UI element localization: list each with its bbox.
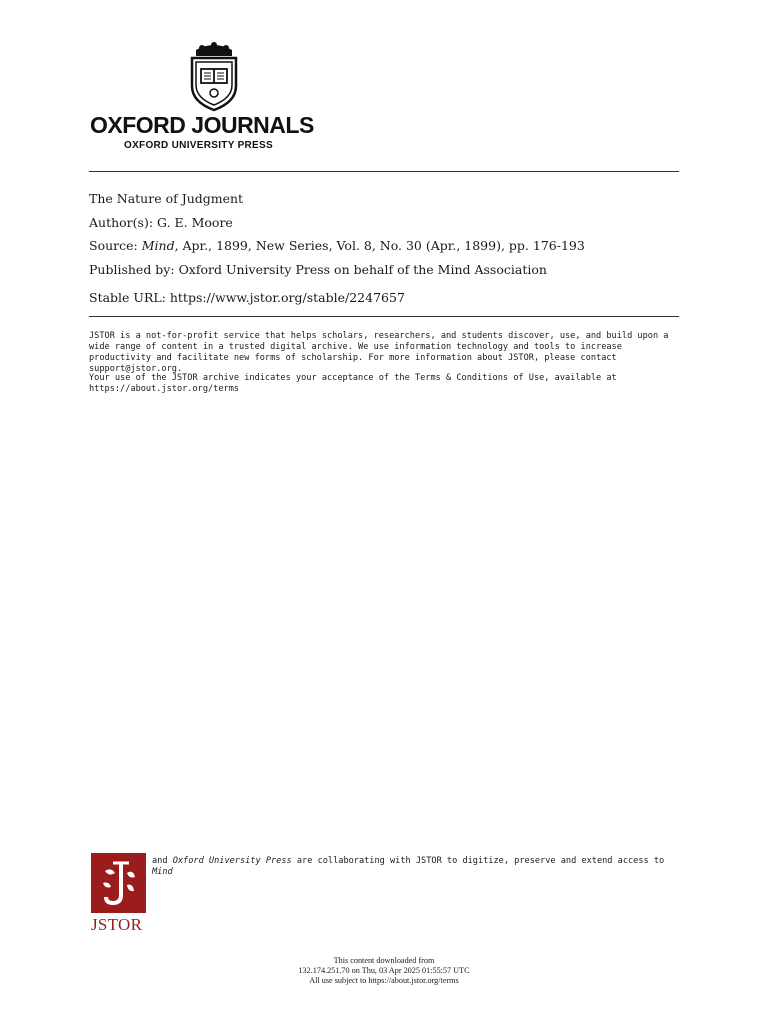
publisher-logo-title: OXFORD JOURNALS xyxy=(90,112,314,138)
jstor-logo-wordmark: JSTOR xyxy=(91,915,143,934)
jstor-logo-icon xyxy=(91,853,146,913)
jstor-terms-notice: Your use of the JSTOR archive indicates your acceptance of the Terms & Conditions of Use, available at https://about.jstor.org/terms xyxy=(89,373,617,394)
published-label: Published by: xyxy=(89,262,175,277)
footer-line-1: This content downloaded from xyxy=(333,956,435,965)
collab-publisher: Oxford University Press xyxy=(172,856,292,866)
collab-journal: Mind xyxy=(152,867,173,877)
publisher-logo-subtitle: OXFORD UNIVERSITY PRESS xyxy=(124,140,273,151)
jstor-about-notice: JSTOR is a not-for-profit service that helps scholars, researchers, and students discover, use, and build upon a wide range of content in a trusted digital archive. We use information technology and tools to increase productivity and facilitate new forms of scholarship. For more information about JSTOR, please contact support@jstor.org. xyxy=(89,331,669,374)
published-value: Oxford University Press on behalf of the Mind Association xyxy=(178,262,547,277)
article-publisher xyxy=(89,262,547,277)
article-title: The Nature of Judgment xyxy=(89,191,244,206)
stable-url-link[interactable]: https://www.jstor.org/stable/2247657 xyxy=(169,290,405,305)
footer-line-2: 132.174.251.70 on Thu, 03 Apr 2025 01:55:57 UTC xyxy=(298,966,470,975)
authors-label: Author(s): xyxy=(89,215,154,230)
divider-bottom xyxy=(89,316,679,317)
article-authors xyxy=(89,215,233,230)
footer-line-3: All use subject to https://about.jstor.org/terms xyxy=(309,976,459,985)
article-source xyxy=(89,238,585,253)
download-footer xyxy=(0,956,768,986)
article-stable-url xyxy=(89,290,405,305)
source-details: , Apr., 1899, New Series, Vol. 8, No. 30 (Apr., 1899), pp. 176-193 xyxy=(174,238,585,253)
oxford-crest-icon xyxy=(186,42,242,112)
collaboration-statement xyxy=(152,856,672,878)
source-label: Source: xyxy=(89,238,138,253)
source-journal: Mind xyxy=(141,238,175,253)
collab-middle: are collaborating with JSTOR to digitize, preserve and extend access to xyxy=(291,856,665,866)
divider-top xyxy=(89,171,679,172)
authors-value: G. E. Moore xyxy=(157,215,233,230)
collab-prefix: and xyxy=(152,856,173,866)
stable-url-label: Stable URL: xyxy=(89,290,166,305)
